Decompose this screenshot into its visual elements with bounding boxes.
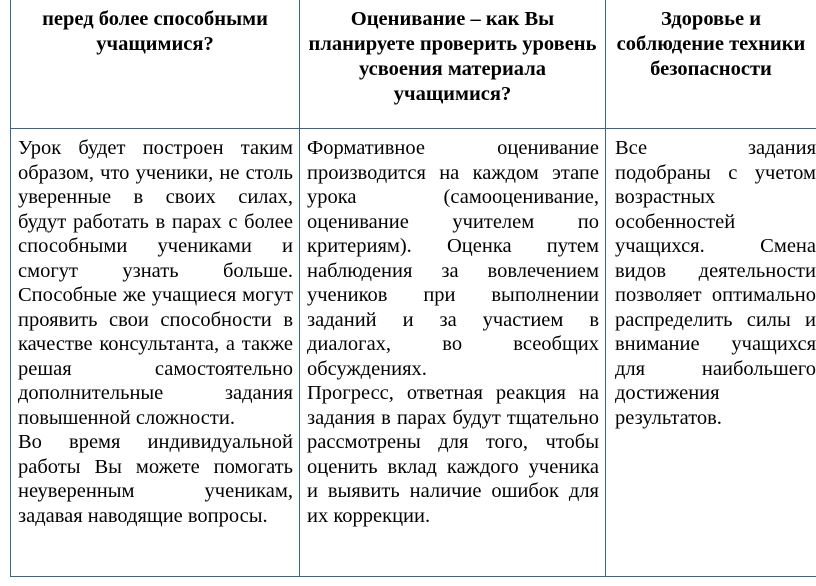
header-assessment: Оценивание – как Вы планируете проверить уровень усвоения материала учащимися?	[300, 0, 606, 129]
cell-paragraph: Во время индивидуальной работы Вы можете помогать неуверенным ученикам, задавая наводящие вопросы.	[18, 431, 293, 527]
cell-paragraph: Прогресс, ответная реакция на задания в парах будут тщательно рассмотрены для того, чтобы оценить вклад каждого ученика и выявить наличие ошибок для их коррекции.	[307, 382, 599, 527]
lesson-plan-table	[10, 0, 816, 577]
cell-paragraph: Все задания подобраны с учетом возрастных особенностей учащихся. Смена видов деятельности позволяет оптимально распределить силы и внимание учащихся для наибольшего достижения результатов.	[615, 137, 816, 429]
table-header-row	[11, 0, 816, 129]
header-health-safety: Здоровье и соблюдение техники безопасности	[606, 0, 816, 129]
table-row	[11, 129, 816, 577]
cell-assessment	[300, 129, 606, 577]
header-differentiation: перед более способными учащимися?	[11, 0, 300, 129]
cell-health-safety	[606, 129, 816, 577]
cell-paragraph: Урок будет построен таким образом, что ученики, не столь уверенные в своих силах, будут работать в парах с более способными учениками и смогут узнать больше. Способные же учащиеся могут проявить свои способности в качестве консультанта, а также решая самостоятельно дополнительные задания повышенной сложности.	[18, 137, 293, 429]
cell-paragraph: Формативное оценивание производится на каждом этапе урока (самооценивание, оценивание учителем по критериям). Оценка путем наблюдения за вовлечением учеников при выполнении заданий и за участием в диалогах, во всеобщих обсуждениях.	[307, 137, 599, 380]
cell-differentiation	[11, 129, 300, 577]
